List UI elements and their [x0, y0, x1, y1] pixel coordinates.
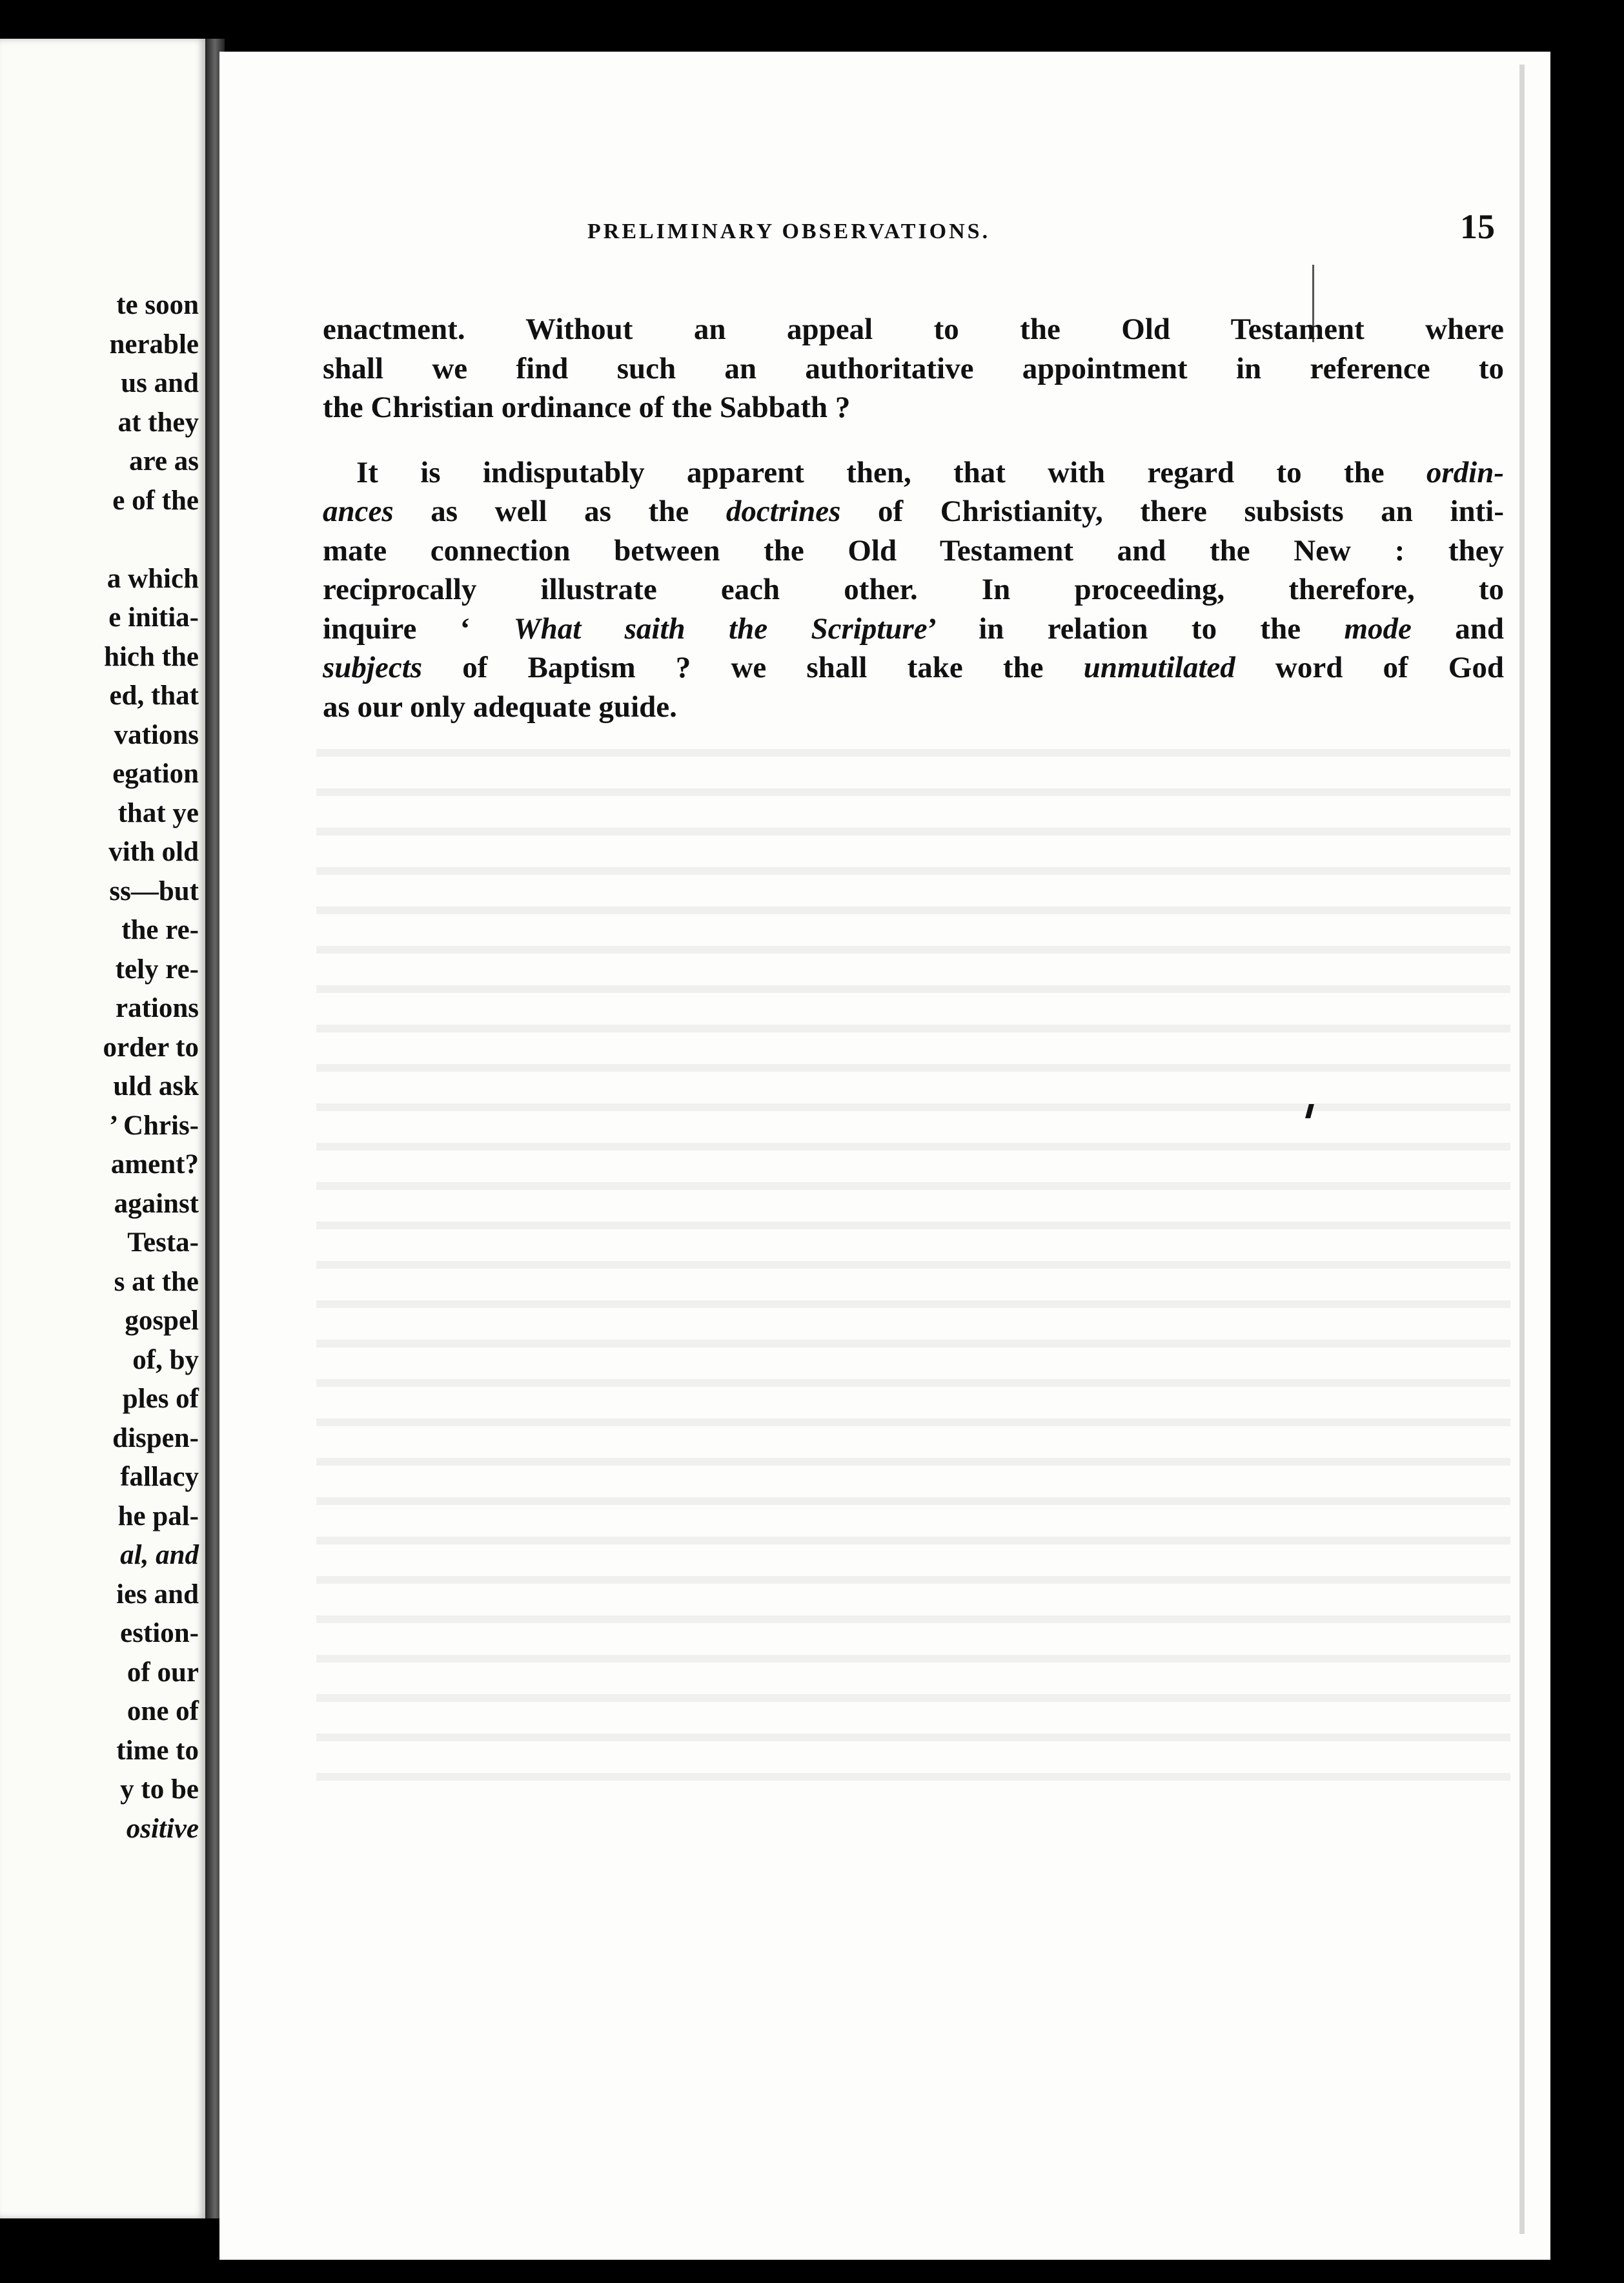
text-run: ’ in relation to the	[927, 611, 1345, 646]
italic-run: What saith the Scripture	[513, 611, 928, 646]
facing-line: hich the	[104, 641, 199, 672]
facing-line: te soon	[116, 290, 199, 320]
facing-line: tely re-	[115, 954, 199, 985]
text-line: the Christian ordinance of the Sabbath ?	[323, 391, 851, 424]
text-run: inquire ‘	[323, 611, 514, 646]
facing-line: s at the	[114, 1266, 199, 1297]
text-line	[323, 453, 1504, 493]
page-edge	[1519, 65, 1525, 2234]
facing-line: Testa-	[127, 1227, 199, 1258]
italic-run: doctrines	[726, 495, 841, 528]
facing-line: ’ Chris-	[109, 1110, 199, 1141]
facing-line: he pal-	[117, 1500, 199, 1531]
text-line	[323, 648, 1504, 688]
facing-line: e of the	[112, 485, 199, 516]
facing-page-text	[5, 286, 199, 1848]
text-run: as well as the	[393, 495, 726, 528]
facing-line: gospel	[125, 1305, 199, 1336]
text-line: as our only adequate guide.	[323, 690, 677, 724]
text-line	[323, 609, 1504, 649]
italic-run: ordin-	[1426, 455, 1504, 489]
text-line: shall we find such an authoritative appointment in reference to	[323, 351, 1504, 385]
italic-run: mode	[1344, 611, 1412, 646]
text-run: of Baptism ? we shall take the	[422, 651, 1084, 684]
facing-line: estion-	[120, 1618, 199, 1648]
facing-line: at they	[117, 407, 199, 438]
facing-line: the re-	[121, 915, 199, 945]
text-run: It is indisputably apparent then, that with regard to the	[356, 455, 1426, 489]
facing-line: a which	[107, 563, 199, 594]
facing-line: e initia-	[108, 602, 199, 633]
facing-line: of, by	[132, 1344, 199, 1375]
facing-line: ed, that	[109, 681, 199, 711]
facing-line: nerable	[109, 329, 199, 360]
facing-line	[5, 520, 199, 560]
text-line: reciprocally illustrate each other. In proceeding, therefore, to	[323, 573, 1504, 606]
facing-line: of our	[127, 1657, 199, 1688]
running-head: PRELIMINARY OBSERVATIONS.	[587, 220, 991, 243]
text-run: of Christianity, there subsists an inti-	[840, 495, 1504, 528]
facing-line: order to	[103, 1032, 199, 1063]
facing-line: us and	[121, 368, 199, 398]
facing-line: ies and	[116, 1579, 199, 1610]
italic-run: subjects	[323, 651, 423, 684]
facing-line: one of	[127, 1696, 199, 1726]
facing-line: uld ask	[113, 1071, 199, 1101]
text-run: and	[1411, 611, 1505, 646]
text-run: word of God	[1235, 651, 1504, 684]
facing-line: dispen-	[112, 1422, 199, 1453]
text-line	[323, 492, 1504, 531]
facing-line: vith old	[108, 837, 199, 867]
facing-line: fallacy	[120, 1462, 199, 1492]
show-through-text	[316, 723, 1510, 1782]
facing-line: ss—but	[109, 875, 199, 906]
page-header	[587, 207, 1504, 258]
facing-line: ples of	[122, 1384, 199, 1414]
facing-line: rations	[116, 993, 199, 1023]
italic-run: ances	[323, 495, 394, 528]
page-number: 15	[1460, 207, 1495, 246]
paragraph-gap	[323, 427, 1504, 453]
facing-line: time to	[116, 1735, 199, 1766]
facing-page-left	[0, 39, 205, 2218]
facing-line: ament?	[110, 1149, 199, 1180]
italic-run: unmutilated	[1083, 651, 1235, 684]
body-text	[323, 310, 1504, 726]
facing-line: vations	[114, 719, 199, 750]
facing-line: against	[114, 1188, 199, 1219]
facing-line: ositive	[126, 1813, 199, 1844]
facing-line: y to be	[120, 1774, 199, 1805]
facing-line: are as	[129, 446, 199, 476]
facing-line: al, and	[120, 1540, 199, 1570]
facing-line: that ye	[117, 797, 199, 828]
text-line: mate connection between the Old Testament and the New : they	[323, 533, 1504, 568]
text-line: enactment. Without an appeal to the Old Testament where	[323, 312, 1504, 346]
facing-line: egation	[112, 759, 199, 789]
page-15	[219, 52, 1550, 2260]
